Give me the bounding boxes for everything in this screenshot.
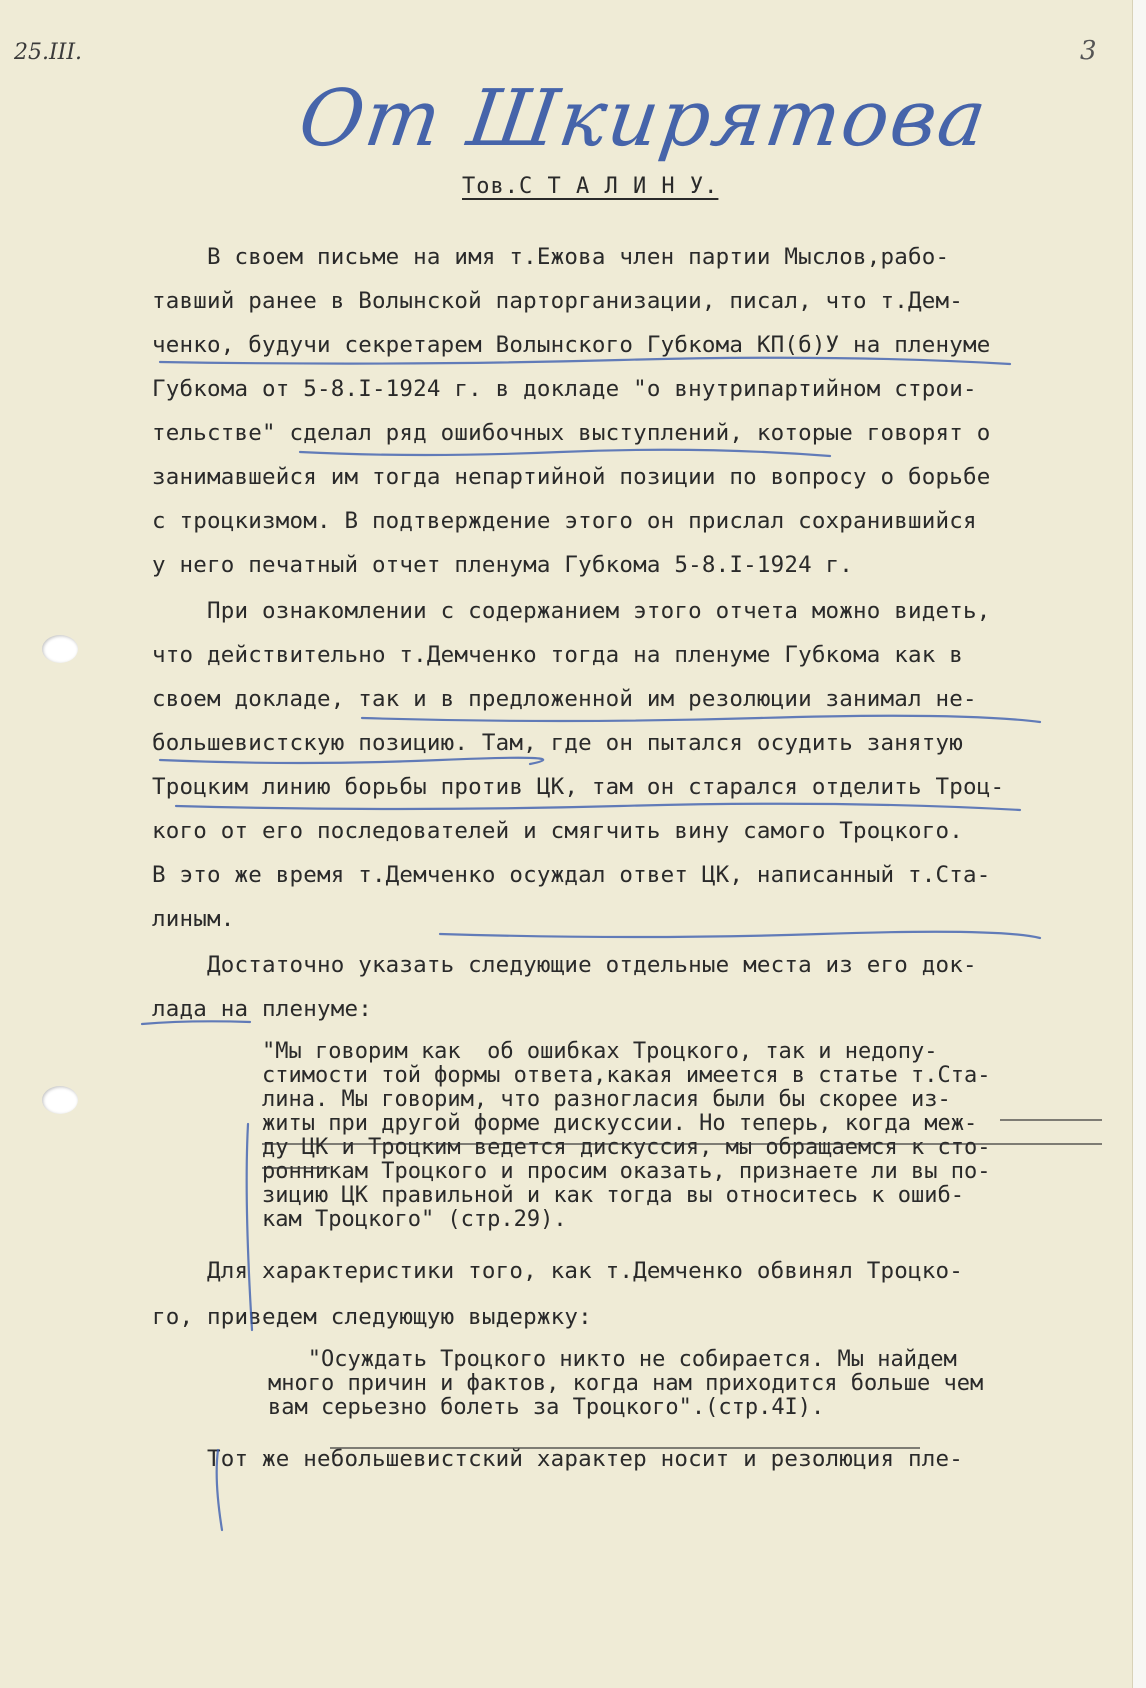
text-line: линым. [152, 906, 235, 932]
text-line: В своем письме на имя т.Ежова член партии Мыслов,рабо- [152, 244, 950, 270]
pencil-underline [362, 716, 1040, 722]
quote-line: "Мы говорим как об ошибках Троцкого, так и недопу- [262, 1039, 938, 1064]
punch-hole [42, 1086, 78, 1114]
text-line: тавший ранее в Волынской парторганизации, писал, что т.Дем- [152, 288, 964, 314]
quote-line: зицию ЦК правильной и как тогда вы относитесь к ошиб- [262, 1183, 964, 1208]
quote-line: много причин и фактов, когда нам приходится больше чем [268, 1371, 984, 1396]
page-number: 3 [1080, 36, 1097, 66]
text-line: лада на пленуме: [152, 996, 372, 1022]
quote-line: ду ЦК и Троцким ведется дискуссия, мы обращаемся к сто- [262, 1135, 991, 1160]
text-line: Губкома от 5-8.I-1924 г. в докладе "о внутрипартийном строи- [152, 376, 977, 402]
text-line: большевистскую позицию. Там, где он пытался осудить занятую [152, 730, 964, 756]
pencil-underline [160, 758, 543, 764]
quote-line: кам Троцкого" (стр.29). [262, 1207, 567, 1232]
text-line: с троцкизмом. В подтверждение этого он прислал сохранившийся [152, 508, 977, 534]
text-line: Тот же небольшевистский характер носит и резолюция пле- [152, 1446, 964, 1472]
text-line: го, приведем следующую выдержку: [152, 1304, 592, 1330]
text-line: Достаточно указать следующие отдельные места из его док- [152, 952, 977, 978]
quote-line: стимости той формы ответа,какая имеется в статье т.Ста- [262, 1063, 991, 1088]
quote-line: житы при другой форме дискуссии. Но теперь, когда меж- [262, 1111, 978, 1136]
text-line: что действительно т.Демченко тогда на пленуме Губкома как в [152, 642, 964, 668]
text-line: ченко, будучи секретарем Волынского Губкома КП(б)У на пленуме [152, 332, 991, 358]
pencil-underline [300, 450, 830, 456]
text-line: Для характеристики того, как т.Демченко обвинял Троцко- [152, 1258, 964, 1284]
scan-margin [1133, 0, 1146, 1688]
text-line: При ознакомлении с содержанием этого отчета можно видеть, [152, 598, 991, 624]
text-line: кого от его последователей и смягчить вину самого Троцкого. [152, 818, 964, 844]
quote-line: "Осуждать Троцкого никто не собирается. Мы найдем [268, 1347, 957, 1372]
text-line: тельстве" сделал ряд ошибочных выступлений, которые говорят о [152, 420, 991, 446]
text-line: В это же время т.Демченко осуждал ответ ЦК, написанный т.Ста- [152, 862, 991, 888]
pencil-underline [176, 804, 1020, 810]
handwritten-header: От Шкирятова [293, 74, 994, 164]
text-line: занимавшейся им тогда непартийной позиции по вопросу о борьбе [152, 464, 991, 490]
quote-line: вам серьезно болеть за Троцкого".(стр.4I). [268, 1395, 825, 1420]
archive-mark-top-left: 25.III. [14, 40, 83, 65]
pencil-underline [440, 932, 1040, 938]
pencil-bracket [247, 1124, 252, 1330]
quote-line: лина. Мы говорим, что разногласия были бы скорее из- [262, 1087, 951, 1112]
text-line: Троцким линию борьбы против ЦК, там он старался отделить Троц- [152, 774, 1005, 800]
pencil-underline [160, 358, 1010, 364]
addressee-line: Тов.С Т А Л И Н У. [462, 174, 719, 199]
text-line: своем докладе, так и в предложенной им резолюции занимал не- [152, 686, 977, 712]
punch-hole [42, 635, 78, 663]
quote-line: ронникам Троцкого и просим оказать, признаете ли вы по- [262, 1159, 991, 1184]
text-line: у него печатный отчет пленума Губкома 5-8.I-1924 г. [152, 552, 854, 578]
